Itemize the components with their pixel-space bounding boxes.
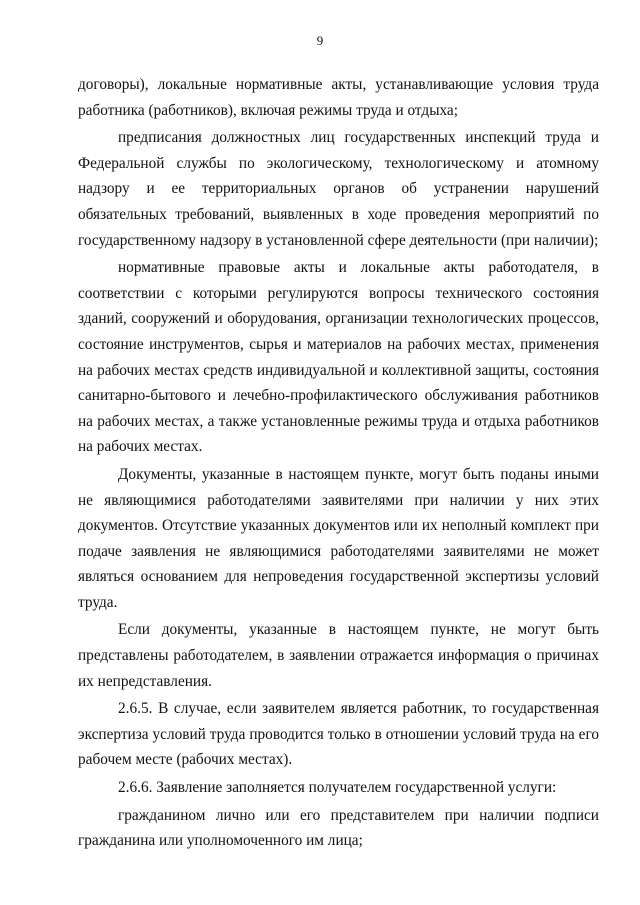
paragraph-2-6-5: 2.6.5. В случае, если заявителем является работник, то государственная экспертиза условий труда проводится только в отношении условий труда на его рабочем месте (рабочих местах). — [78, 700, 599, 769]
paragraph-normative-acts: нормативные правовые акты и локальные акты работодателя, в соответствии с которыми регулируются вопросы технического состояния зданий, сооружений и оборудования, организации технологических процессов, состояние инструментов, сырья и материалов на рабочих местах, применения на рабочих местах средств индивидуальной и коллективной защиты, состояния санитарно-бытового и лечебно-профилактического обслуживания работников на рабочих местах, а также установленные режимы труда и отдыха работников на рабочих местах. — [78, 259, 599, 456]
paragraph-inspection-orders: предписания должностных лиц государственных инспекций труда и Федеральной службы по экологическому, технологическому и атомному надзору и ее территориальных органов об устранении нарушений обязательных требований, выявленных в ходе проведения мероприятий по государственному надзору в установленной сфере деятельности (при наличии); — [78, 129, 599, 249]
paragraph-2-6-6: 2.6.6. Заявление заполняется получателем государственной услуги: — [118, 779, 557, 797]
page-number: 9 — [316, 33, 324, 48]
document-body — [78, 72, 599, 854]
paragraph-citizen-personally: гражданином лично или его представителем при наличии подписи гражданина или уполномоченного им лица; — [78, 806, 599, 850]
paragraph-documents-submission: Документы, указанные в настоящем пункте, могут быть поданы иными не являющимися работодателями заявителями при наличии у них этих документов. Отсутствие указанных документов или их неполный комплект при подаче заявления не являющимися работодателями заявителями не может являться основанием для непроведения государственной экспертизы условий труда. — [78, 465, 599, 611]
paragraph-documents-unavailable: Если документы, указанные в настоящем пункте, не могут быть представлены работодателем, в заявлении отражается информация о причинах их непредставления. — [78, 621, 599, 690]
paragraph-continuation: договоры), локальные нормативные акты, устанавливающие условия труда работника (работников), включая режимы труда и отдыха; — [78, 76, 599, 119]
